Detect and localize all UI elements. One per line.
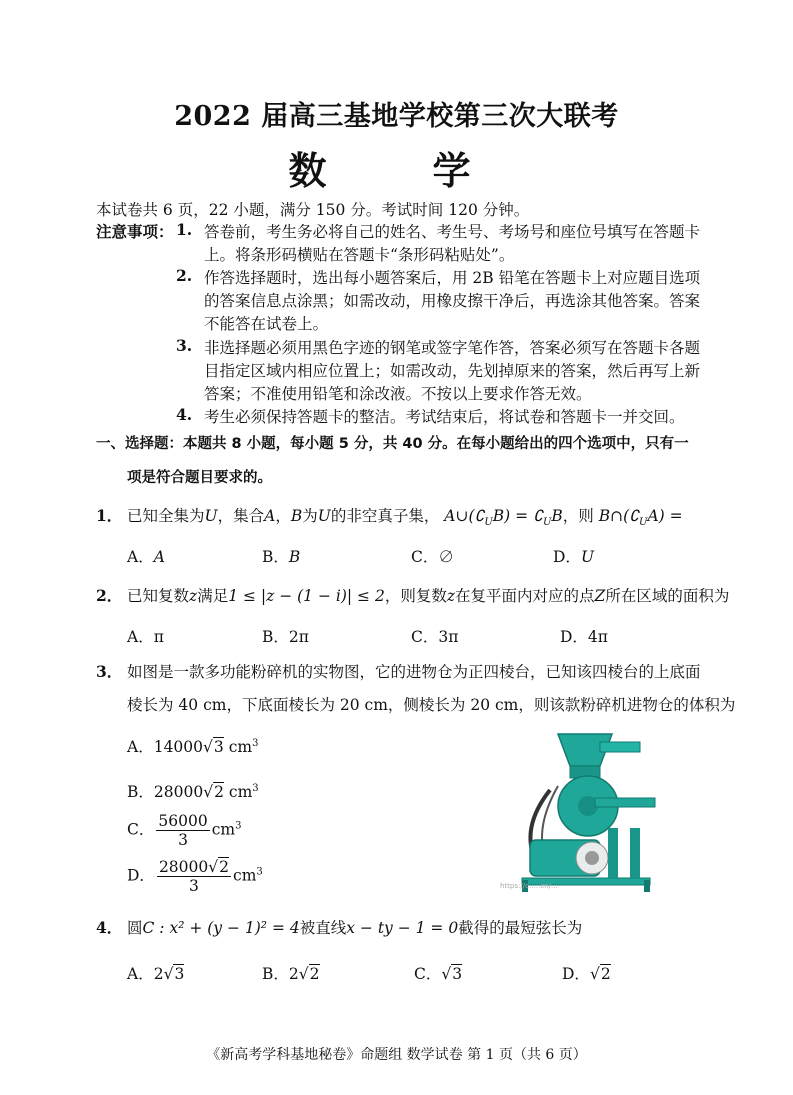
section-heading-cont: 项是符合题目要求的。 (127, 470, 272, 486)
question-1-stem: 已知全集为U，集合A，B为U的非空真子集， $A\cup(∁_UB)$ = $∁_UB$，则 $B\cap(∁_UA)$ = (127, 507, 683, 529)
notice-line: 答案；不准使用铅笔和涂改液。不按以上要求作答无效。 (204, 385, 592, 403)
image-watermark: https://c.….cn/... (500, 882, 558, 890)
exam-title: 2022 届高三基地学校第三次大联考 (174, 101, 619, 132)
option-a: A．A (127, 548, 165, 566)
question-number: 1． (96, 506, 123, 525)
notice-line: 作答选择题时，选出每小题答案后，用 2B 铅笔在答题卡上对应题目选项 (204, 269, 701, 287)
option-c: C．√3 (414, 965, 463, 983)
option-b: B．28000√2 $cm^3$ (127, 782, 259, 801)
section-heading: 一、选择题：本题共 8 小题，每小题 5 分，共 40 分。在每小题给出的四个选项中，只有一 (96, 436, 689, 452)
question-number: 2． (96, 586, 123, 605)
notice-line: 的答案信息点涂黑；如需改动，用橡皮擦干净后，再选涂其他答案。答案 (204, 292, 701, 310)
question-number: 3． (96, 662, 123, 681)
option-c: C．3π (411, 628, 459, 646)
option-d: D． $\frac{28000√2}{3}$ $cm^3$ (127, 858, 263, 895)
page-footer: 《新高考学科基地秘卷》命题组 数学试卷 第 1 页（共 6 页） (206, 1047, 587, 1063)
notice-line: 上。将条形码横贴在答题卡“条形码粘贴处”。 (204, 246, 515, 264)
option-a: A．π (127, 628, 164, 646)
option-d: D．U (553, 548, 595, 566)
notice-line: 非选择题必须用黑色字迹的钢笔或签字笔作答，答案必须写在答题卡各题 (204, 339, 701, 357)
notice-num-3: 3. (176, 336, 193, 355)
intro-text: 本试卷共 6 页，22 小题，满分 150 分。考试时间 120 分钟。 (96, 201, 530, 219)
notice-line: 考生必须保持答题卡的整洁。考试结束后，将试卷和答题卡一并交回。 (204, 408, 685, 426)
option-c: C． $\frac{56000}{3}$ $cm^3$ (127, 812, 242, 849)
notice-line: 不能答在试卷上。 (204, 315, 329, 333)
notice-num-1: 1. (176, 220, 193, 239)
option-b: B．2π (262, 628, 309, 646)
notice-line: 目指定区域内相应位置上；如需改动，先划掉原来的答案，然后再写上新 (204, 362, 701, 380)
question-4-stem: 圆C : x² + (y − 1)² = 4被直线x − ty − 1 = 0截得的最短弦长为 (127, 919, 583, 937)
option-a: A．14000√3 $cm^3$ (127, 737, 259, 756)
crusher-machine-illustration (500, 728, 680, 896)
crusher-machine-image (500, 728, 680, 896)
question-2-stem: 已知复数z满足1 ≤ |z − (1 − i)| ≤ 2，则复数z在复平面内对应的点Z所在区域的面积为 (127, 587, 730, 605)
option-a: A．2√3 (127, 965, 185, 983)
option-d: D．4π (560, 628, 608, 646)
question-3-line: 如图是一款多功能粉碎机的实物图，它的进物仓为正四棱台，已知该四棱台的上底面 (127, 663, 701, 681)
notice-num-4: 4. (176, 405, 193, 424)
option-b: B．B (262, 548, 301, 566)
question-3-line: 棱长为 40 cm，下底面棱长为 20 cm，侧棱长为 20 cm，则该款粉碎机进物仓的体积为 (127, 696, 736, 714)
option-d: D．√2 (562, 965, 611, 983)
notice-line: 答卷前，考生务必将自己的姓名、考生号、考场号和座位号填写在答题卡 (204, 223, 701, 241)
subject-title: 数 学 (288, 148, 505, 193)
option-c: C．∅ (411, 548, 454, 566)
option-b: B．2√2 (262, 965, 320, 983)
notice-label: 注意事项： (96, 223, 174, 241)
question-number: 4． (96, 918, 123, 937)
notice-num-2: 2. (176, 266, 193, 285)
